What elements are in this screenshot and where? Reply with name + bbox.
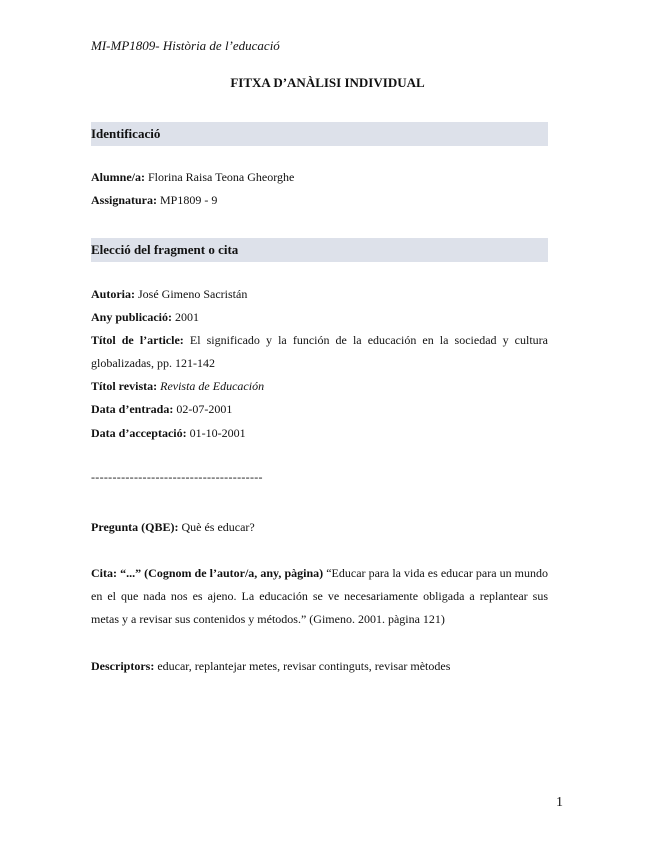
journal-value: Revista de Educación — [160, 379, 265, 393]
received-date-label: Data d’entrada: — [91, 402, 174, 416]
descriptors-value: educar, replantejar metes, revisar continguts, revisar mètodes — [157, 659, 451, 673]
document-title: FITXA D’ANÀLISI INDIVIDUAL — [230, 75, 425, 90]
student-value: Florina Raisa Teona Gheorghe — [148, 170, 295, 184]
subject-label: Assignatura: — [91, 193, 158, 207]
journal-label: Títol revista: — [91, 379, 158, 393]
student-field — [91, 166, 548, 189]
question-field — [91, 516, 548, 539]
author-field — [91, 283, 548, 306]
descriptors-field — [91, 655, 548, 678]
section-heading-selection: Elecció del fragment o cita — [91, 238, 548, 262]
descriptors-label: Descriptors: — [91, 659, 155, 673]
question-value: Què és educar? — [181, 520, 255, 534]
article-title-label: Títol de l’article: — [91, 333, 184, 347]
section-heading-identification: Identificació — [91, 122, 548, 146]
separator-line: ---------------------------------------- — [91, 470, 263, 484]
received-date-field — [91, 398, 548, 421]
author-label: Autoria: — [91, 287, 135, 301]
accepted-date-label: Data d’acceptació: — [91, 426, 187, 440]
student-label: Alumne/a: — [91, 170, 145, 184]
quote-label: Cita: “...” — [91, 566, 142, 580]
accepted-date-field — [91, 422, 548, 445]
quote-text: “Educar para la vida es educar para un mundo en el que nada nos es ajeno. La educación se ve necesariamente obligada a replantear sus metas y a revisar sus contenidos y métodos.” (Gimeno. 2001. pàgina 121) — [91, 566, 549, 626]
page-number: 1 — [556, 795, 563, 810]
article-title-value: El significado y la función de la educación en la sociedad y cultura globalizadas, pp. 121-142 — [91, 333, 548, 370]
received-date-value: 02-07-2001 — [176, 402, 233, 416]
course-header: MI-MP1809- Història de l’educació — [91, 38, 280, 53]
journal-field — [91, 375, 548, 398]
author-value: José Gimeno Sacristán — [138, 287, 248, 301]
year-label: Any publicació: — [91, 310, 173, 324]
accepted-date-value: 01-10-2001 — [189, 426, 246, 440]
year-field — [91, 306, 548, 329]
subject-field — [91, 189, 548, 212]
subject-value: MP1809 - 9 — [160, 193, 218, 207]
quote-field — [91, 562, 548, 631]
quote-format-label: (Cognom de l’autor/a, any, pàgina) — [144, 566, 324, 580]
year-value: 2001 — [175, 310, 200, 324]
question-label: Pregunta (QBE): — [91, 520, 179, 534]
article-title-field — [91, 329, 548, 375]
